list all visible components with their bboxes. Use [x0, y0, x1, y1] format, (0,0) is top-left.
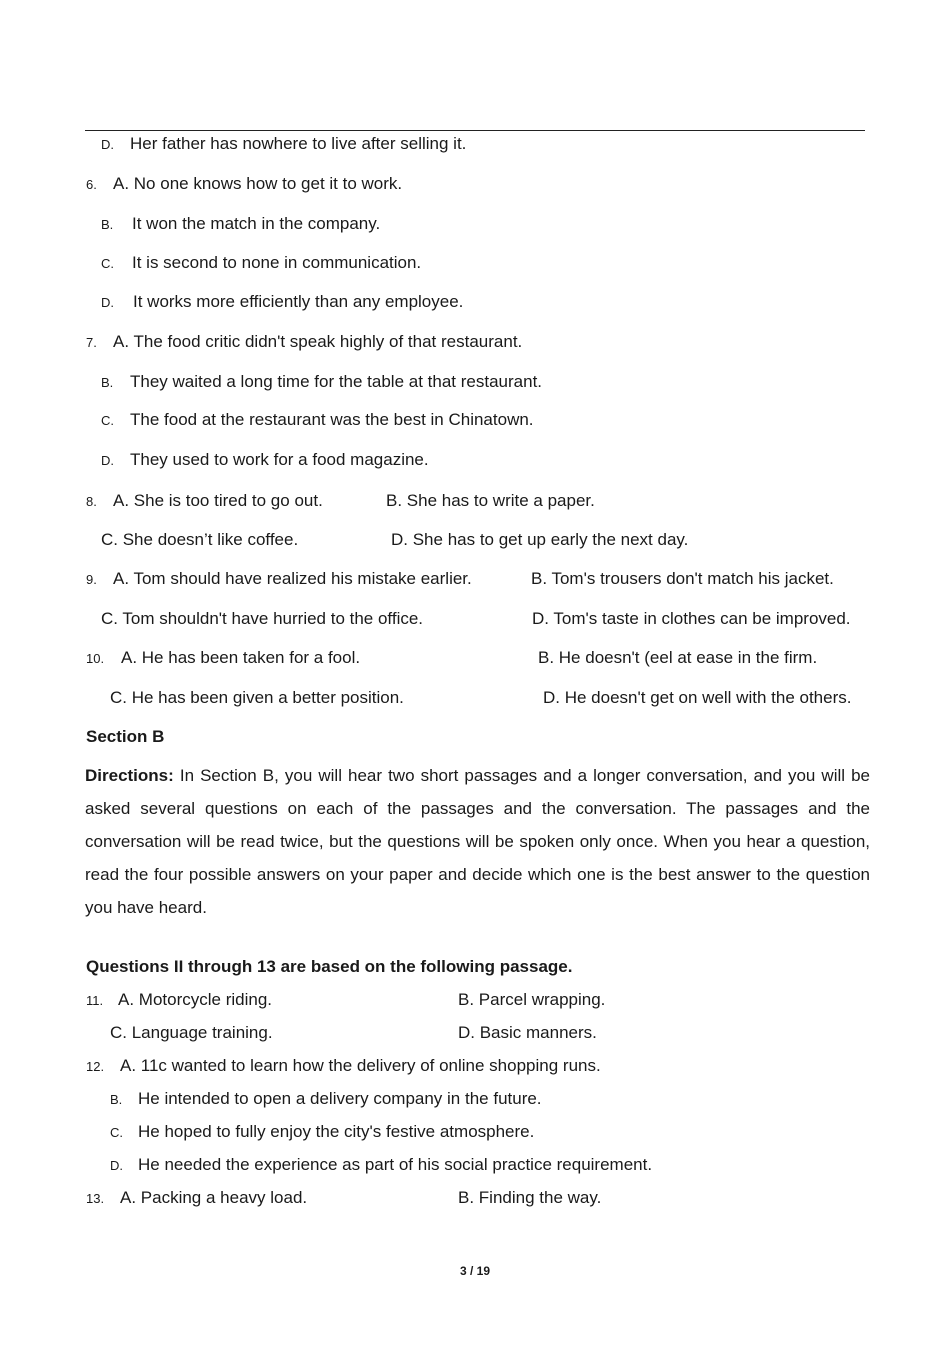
section-title: Section B — [86, 727, 165, 746]
q11-option-b: B. Parcel wrapping. — [458, 990, 606, 1009]
q9-option-d: D. Tom's taste in clothes can be improved. — [532, 609, 851, 628]
option-text: They waited a long time for the table at that restaurant. — [130, 372, 543, 391]
q10-option-a — [86, 648, 360, 669]
option-text: Her father has nowhere to live after selling it. — [130, 134, 467, 153]
q6-option-b — [101, 214, 380, 235]
question-number: 10. — [86, 651, 105, 666]
option-text: He needed the experience as part of his social practice requirement. — [138, 1155, 653, 1174]
q9-option-c: C. Tom shouldn't have hurried to the office. — [101, 609, 424, 628]
option-marker: C. — [101, 256, 114, 271]
page-number: 3 / 19 — [459, 1264, 491, 1278]
q7-option-a — [86, 332, 522, 353]
header-rule — [85, 130, 865, 131]
option-marker: D. — [110, 1158, 123, 1173]
q8-option-a — [86, 491, 323, 512]
q10-option-c: C. He has been given a better position. — [110, 688, 404, 707]
q10-option-b: B. He doesn't (eel at ease in the firm. — [538, 648, 818, 667]
option-marker: C. — [101, 413, 114, 428]
option-text: A. The food critic didn't speak highly of that restaurant. — [113, 332, 523, 351]
q13-option-b: B. Finding the way. — [458, 1188, 602, 1207]
option-marker: D. — [101, 295, 114, 310]
question-number: 7. — [86, 335, 97, 350]
directions-paragraph — [85, 759, 870, 924]
option-text: A. He has been taken for a fool. — [121, 648, 361, 667]
option-marker: D. — [101, 453, 114, 468]
option-text: He hoped to fully enjoy the city's festive atmosphere. — [138, 1122, 535, 1141]
q5-option-d — [101, 134, 466, 155]
option-text: A. 11c wanted to learn how the delivery of online shopping runs. — [120, 1056, 601, 1075]
option-marker: C. — [110, 1125, 123, 1140]
q8-option-b: B. She has to write a paper. — [386, 491, 595, 510]
question-number: 6. — [86, 177, 97, 192]
q11-option-a — [86, 990, 272, 1011]
option-text: The food at the restaurant was the best in Chinatown. — [130, 410, 534, 429]
option-text: He intended to open a delivery company in the future. — [138, 1089, 542, 1108]
option-marker: D. — [101, 137, 114, 152]
option-text: It works more efficiently than any employee. — [133, 292, 464, 311]
option-text: It is second to none in communication. — [132, 253, 422, 272]
option-marker: B. — [110, 1092, 123, 1107]
q11-option-c: C. Language training. — [110, 1023, 273, 1042]
question-group-heading: Questions II through 13 are based on the following passage. — [86, 957, 573, 976]
option-text: A. No one knows how to get it to work. — [113, 174, 403, 193]
q8-option-d: D. She has to get up early the next day. — [391, 530, 689, 549]
q6-option-d — [101, 292, 463, 313]
q12-option-a — [86, 1056, 601, 1077]
q6-option-a — [86, 174, 402, 195]
q11-option-d: D. Basic manners. — [458, 1023, 597, 1042]
option-marker: B. — [101, 217, 114, 232]
q7-option-d — [101, 450, 429, 471]
q12-option-d — [110, 1155, 652, 1176]
question-number: 11. — [86, 993, 104, 1008]
q10-option-d: D. He doesn't get on well with the others. — [543, 688, 852, 707]
q7-option-c — [101, 410, 534, 431]
directions-text: In Section B, you will hear two short passages and a longer conversation, and you will be asked several questions on each of the passages and the conversation. The passages and the conversation will be read twice, but the questions will be spoken only once. When you hear a question, read the four possible answers on your paper and decide which one is the best answer to the question you have heard. — [85, 766, 870, 917]
question-number: 8. — [86, 494, 97, 509]
q9-option-b: B. Tom's trousers don't match his jacket. — [531, 569, 834, 588]
q7-option-b — [101, 372, 542, 393]
option-text: It won the match in the company. — [132, 214, 381, 233]
q6-option-c — [101, 253, 421, 274]
option-text: A. Motorcycle riding. — [118, 990, 272, 1009]
q8-option-c: C. She doesn’t like coffee. — [101, 530, 299, 549]
directions-label: Directions: — [85, 766, 174, 785]
option-marker: B. — [101, 375, 114, 390]
q12-option-b — [110, 1089, 542, 1110]
option-text: A. She is too tired to go out. — [113, 491, 323, 510]
q9-option-a — [86, 569, 472, 590]
option-text: A. Packing a heavy load. — [120, 1188, 308, 1207]
question-number: 9. — [86, 572, 97, 587]
option-text: A. Tom should have realized his mistake earlier. — [113, 569, 472, 588]
q13-option-a — [86, 1188, 307, 1209]
q12-option-c — [110, 1122, 534, 1143]
question-number: 13. — [86, 1191, 105, 1206]
option-text: They used to work for a food magazine. — [130, 450, 429, 469]
question-number: 12. — [86, 1059, 105, 1074]
